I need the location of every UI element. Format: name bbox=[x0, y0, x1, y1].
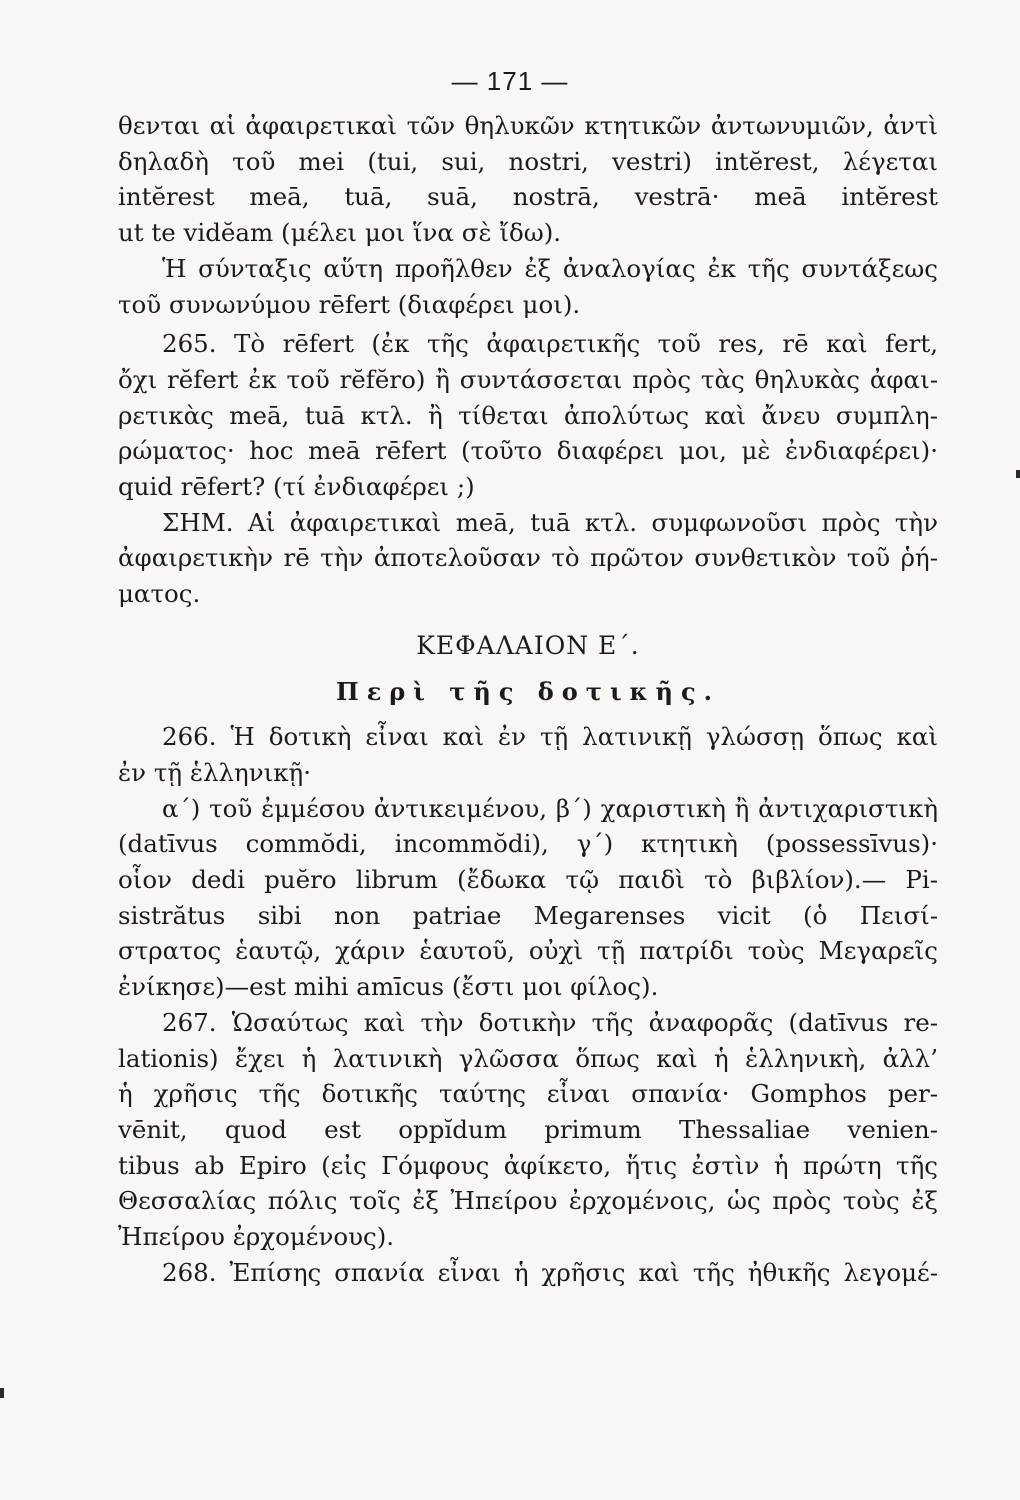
chapter-heading: ΚΕΦΑΛΑΙΟΝ Ε΄. bbox=[416, 630, 640, 660]
note-line: ΣΗΜ. Αἱ ἀφαιρετικαὶ meā, tuā κτλ. συμφωνοῦσι πρὸς τὴν bbox=[162, 507, 938, 537]
text-line: Ἠπείρου ἐρχομένους). bbox=[118, 1222, 395, 1252]
paragraph-265-start: 265. Τὸ rēfert (ἐκ τῆς ἀφαιρετικῆς τοῦ res, rē καὶ fert, bbox=[162, 329, 938, 359]
text-line: sistrătus sibi non patriae Megarenses vicit (ὁ Πεισί- bbox=[118, 900, 938, 930]
paragraph-266-start: 266. Ἡ δοτικὴ εἶναι καὶ ἐν τῇ λατινικῇ γλώσσῃ ὅπως καὶ bbox=[162, 722, 938, 752]
text-line: tibus ab Epiro (εἰς Γόμφους ἀφίκετο, ἥτις ἐστὶν ἡ πρώτη τῆς bbox=[118, 1150, 938, 1180]
text-line: ὄχι rĕfert ἐκ τοῦ rĕfĕro) ἢ συντάσσεται πρὸς τὰς θηλυκὰς ἀφαι- bbox=[118, 364, 938, 394]
text-line: ρετικὰς meā, tuā κτλ. ἢ τίθεται ἀπολύτως καὶ ἄνευ συμπλη- bbox=[118, 400, 938, 430]
page-body bbox=[118, 108, 938, 1291]
text-line: οἷον dedi puĕro librum (ἔδωκα τῷ παιδὶ τὸ βιβλίον).— Pi- bbox=[118, 865, 938, 895]
text-line: quid rēfert? (τί ἐνδιαφέρει ;) bbox=[118, 472, 475, 502]
text-line: ἡ χρῆσις τῆς δοτικῆς ταύτης εἶναι σπανία· Gomphos per- bbox=[118, 1079, 938, 1109]
text-line: Θεσσαλίας πόλις τοῖς ἐξ Ἠπείρου ἐρχομένοις, ὡς πρὸς τοὺς ἐξ bbox=[118, 1186, 938, 1216]
text-line: ἀφαιρετικὴν rē τὴν ἀποτελοῦσαν τὸ πρῶτον συνθετικὸν τοῦ ῥή- bbox=[118, 543, 938, 573]
text-line: intĕrest meā, tuā, suā, nostrā, vestrā· meā intĕrest bbox=[118, 182, 938, 212]
text-line: vēnit, quod est oppĭdum primum Thessaliae venien- bbox=[118, 1114, 938, 1144]
text-line: ρώματος· hoc meā rēfert (τοῦτο διαφέρει μοι, μὲ ἐνδιαφέρει)· bbox=[118, 436, 938, 466]
paragraph-267-start: 267. Ὡσαύτως καὶ τὴν δοτικὴν τῆς ἀναφορᾶς (datīvus re- bbox=[162, 1007, 938, 1037]
paragraph-268-start: 268. Ἐπίσης σπανία εἶναι ἡ χρῆσις καὶ τῆς ἠθικῆς λεγομέ- bbox=[162, 1257, 938, 1287]
text-line: lationis) ἔχει ἡ λατινικὴ γλῶσσα ὅπως καὶ ἡ ἑλληνικὴ, ἀλλ’ bbox=[118, 1043, 938, 1073]
left-margin-mark bbox=[0, 1388, 4, 1398]
text-line: θενται αἱ ἀφαιρετικαὶ τῶν θηλυκῶν κτητικῶν ἀντωνυμιῶν, ἀντὶ bbox=[118, 111, 938, 140]
text-line: (datīvus commŏdi, incommŏdi), γ΄) κτητικὴ (possessīvus)· bbox=[118, 829, 938, 859]
text-line: στρατος ἑαυτῷ, χάριν ἑαυτοῦ, οὐχὶ τῇ πατρίδι τοὺς Μεγαρεῖς bbox=[118, 936, 938, 966]
page-number: — 171 — bbox=[451, 66, 569, 96]
text-line: ἐνίκησε)—est mihi amīcus (ἔστι μοι φίλος). bbox=[118, 972, 659, 1002]
text-line: τοῦ συνωνύμου rēfert (διαφέρει μοι). bbox=[118, 289, 581, 319]
text-line: Ἡ σύνταξις αὕτη προῆλθεν ἐξ ἀναλογίας ἐκ τῆς συντάξεως bbox=[162, 253, 938, 283]
text-line: ἐν τῇ ἑλληνικῇ· bbox=[118, 757, 312, 787]
right-margin-mark bbox=[1016, 470, 1020, 478]
text-line: δηλαδὴ τοῦ mei (tui, sui, nostri, vestri) intĕrest, λέγεται bbox=[118, 146, 938, 176]
text-line: ματος. bbox=[118, 579, 201, 609]
text-line: ut te vidĕam (μέλει μοι ἵνα σὲ ἴδω). bbox=[118, 218, 562, 248]
section-title: Περὶ τῆς δοτικῆς. bbox=[336, 676, 720, 706]
text-line: α΄) τοῦ ἐμμέσου ἀντικειμένου, β΄) χαριστικὴ ἢ ἀντιχαριστικὴ bbox=[162, 793, 938, 823]
